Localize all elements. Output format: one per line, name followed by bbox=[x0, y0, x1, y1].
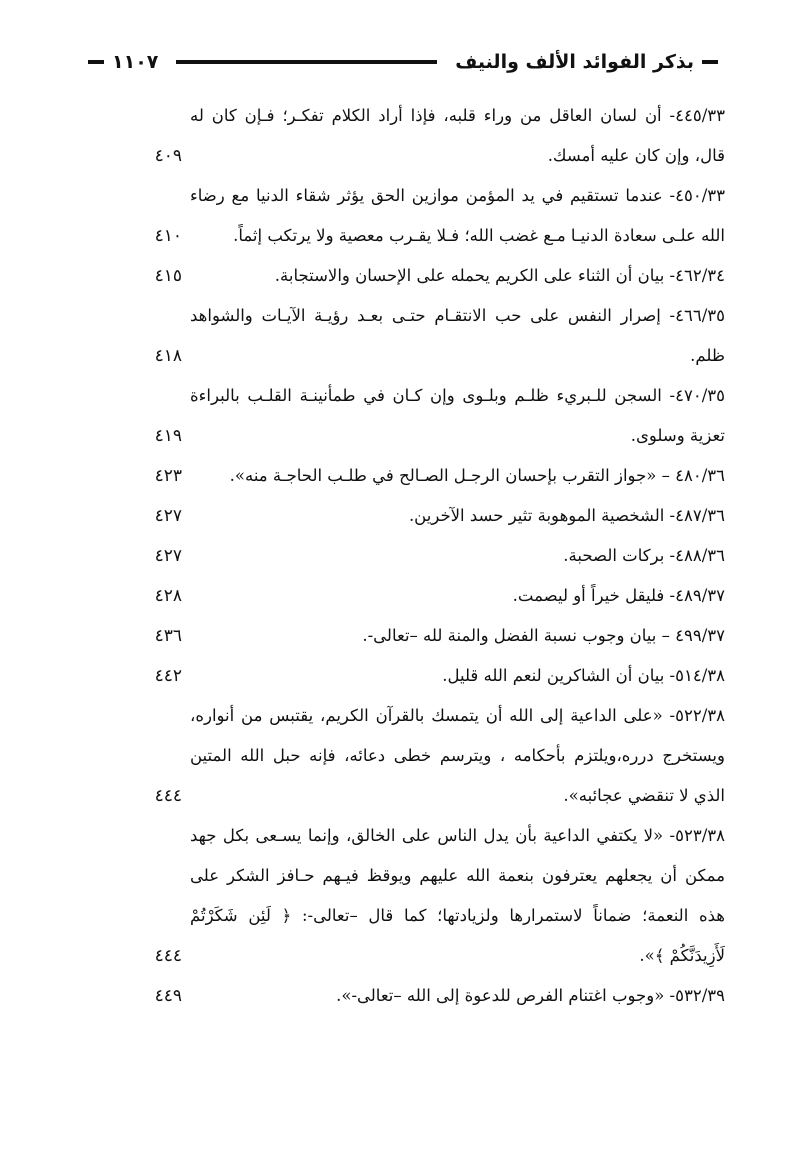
index-entry bbox=[140, 816, 725, 976]
running-header bbox=[88, 44, 718, 80]
entry-text: ٤٤٥/٣٣- أن لسان العاقل من وراء قلبه، فإذا أراد الكلام تفكـر؛ فـإن كان له قال، وإن كان عليه أمسك. bbox=[190, 106, 725, 165]
index-entry bbox=[140, 696, 725, 816]
entry-page-number: ٤٤٢ bbox=[154, 666, 182, 686]
page-number: ١١٠٧ bbox=[112, 51, 159, 73]
index-entry bbox=[140, 496, 725, 536]
entry-text: ٥٢٣/٣٨- «لا يكتفي الداعية بأن يدل الناس على الخالق، وإنما يسـعى بكل جهد ممكن أن يجعلهم يعترفون بنعمة الله عليهم ويوقظ فيـهم حـافز الشكر على هذه النعمة؛ ضماناً لاستمرارها ولزيادتها؛ كما قال –تعالى-: ﴿ لَئِن شَكَرْتُمْ لَأَزِيدَنَّكُمْ ﴾». bbox=[190, 826, 725, 965]
entry-page-number: ٤١٥ bbox=[154, 266, 182, 286]
index-entry bbox=[140, 376, 725, 456]
entry-text: ٤٨٨/٣٦- بركات الصحبة. bbox=[563, 546, 725, 565]
index-entry bbox=[140, 576, 725, 616]
index-entry bbox=[140, 976, 725, 1016]
index-entry bbox=[140, 256, 725, 296]
entry-text: ٥٣٢/٣٩- «وجوب اغتنام الفرص للدعوة إلى الله –تعالى-». bbox=[336, 986, 725, 1005]
entry-text: ٤٥٠/٣٣- عندما تستقيم في يد المؤمن موازين الحق يؤثر شقاء الدنيا مع رضاء الله علـى سعادة الدنيـا مـع غضب الله؛ فـلا يقـرب معصية ولا يرتكب إثماً. bbox=[190, 186, 725, 245]
entry-text: ٤٩٩/٣٧ – بيان وجوب نسبة الفضل والمنة لله –تعالى-. bbox=[362, 626, 725, 645]
entry-text: ٤٦٢/٣٤- بيان أن الثناء على الكريم يحمله على الإحسان والاستجابة. bbox=[274, 266, 725, 285]
entry-page-number: ٤١٩ bbox=[154, 426, 182, 446]
index-entry bbox=[140, 656, 725, 696]
header-dash-right bbox=[702, 60, 718, 64]
header-rule bbox=[176, 60, 437, 64]
entry-page-number: ٤١٨ bbox=[154, 346, 182, 366]
entry-text: ٤٨٧/٣٦- الشخصية الموهوبة تثير حسد الآخرين. bbox=[408, 506, 725, 525]
entry-text: ٥١٤/٣٨- بيان أن الشاكرين لنعم الله قليل. bbox=[442, 666, 725, 685]
header-title: بذكر الفوائد الألف والنيف bbox=[455, 51, 694, 73]
entry-page-number: ٤٤٩ bbox=[154, 986, 182, 1006]
entry-page-number: ٤٠٩ bbox=[154, 146, 182, 166]
index-entry bbox=[140, 176, 725, 256]
entry-text: ٤٦٦/٣٥- إصرار النفس على حب الانتقـام حتـى بعـد رؤيـة الآيـات والشواهد ظلم. bbox=[190, 306, 725, 365]
index-entry bbox=[140, 536, 725, 576]
index-entry bbox=[140, 96, 725, 176]
entry-page-number: ٤٤٤ bbox=[154, 786, 182, 806]
index-entry bbox=[140, 456, 725, 496]
entry-page-number: ٤٤٤ bbox=[154, 946, 182, 966]
entry-page-number: ٤١٠ bbox=[154, 226, 182, 246]
entry-page-number: ٤٣٦ bbox=[154, 626, 182, 646]
index-entry bbox=[140, 296, 725, 376]
index-list bbox=[140, 96, 725, 1016]
entry-text: ٤٨٩/٣٧- فليقل خيراً أو ليصمت. bbox=[512, 586, 725, 605]
index-entry bbox=[140, 616, 725, 656]
entry-page-number: ٤٢٨ bbox=[154, 586, 182, 606]
entry-text: ٤٨٠/٣٦ – «جواز التقرب بإحسان الرجـل الصـالح في طلـب الحاجـة منه». bbox=[229, 466, 725, 485]
header-dash-left bbox=[88, 60, 104, 64]
entry-page-number: ٤٢٧ bbox=[154, 546, 182, 566]
entry-page-number: ٤٢٣ bbox=[154, 466, 182, 486]
entry-page-number: ٤٢٧ bbox=[154, 506, 182, 526]
entry-text: ٤٧٠/٣٥- السجن للـبريء ظلـم وبلـوى وإن كـان في طمأنينـة القلـب بالبراءة تعزية وسلوى. bbox=[190, 386, 725, 445]
entry-text: ٥٢٢/٣٨- «على الداعية إلى الله أن يتمسك بالقرآن الكريم، يقتبس من أنواره، ويستخرج درره،ويلتزم بأحكامه ، ويترسم خطى دعائه، فإنه حبل الله المتين الذي لا تنقضي عجائبه». bbox=[190, 706, 725, 805]
